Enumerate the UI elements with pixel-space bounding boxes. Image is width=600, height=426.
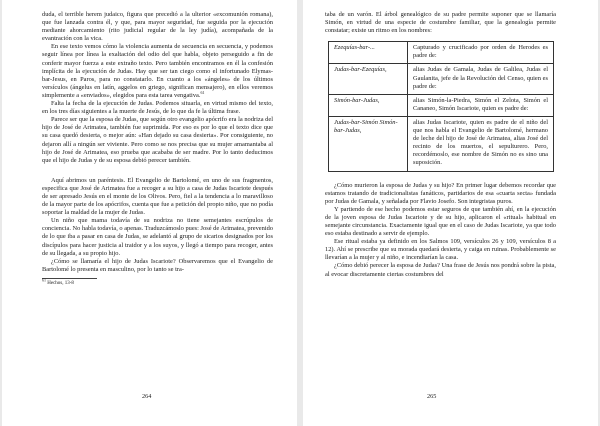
right-page-number: 265 — [427, 393, 437, 400]
genealogy-name: Judas-bar-Simón Simón-bar-Judas, — [329, 116, 408, 171]
genealogy-row — [329, 116, 554, 171]
left-paragraph-4: Parece ser que la esposa de Judas, que según otro evangelio apócrifo era la nodriza del hijo de José de Arimatea, también fue suprimida. Por eso es por lo que el texto dice que su casa quedó desierta, o mejor aún: «Han dejado su casa desierta». Por consiguiente, no dejaron allí a ningún ser viviente. Pero como se nos precisa que su mujer amamantaba al hijo de José de Arimatea, eso prueba que acababa de ser madre. Por lo tanto deducimos que el hijo de Judas y de su esposa debió perecer también. — [42, 116, 273, 164]
footnote-rule — [42, 278, 97, 279]
footnote — [42, 277, 273, 287]
genealogy-desc: alias Judas de Gamala, Judas de Galilea, Judas el Gaulanita, jefe de la Revolución del Censo, quien es padre de: — [408, 64, 554, 94]
left-paragraph-6: Un niño que mama todavía de su nodriza no tiene semejantes escrúpulos de conciencia. No habla todavía, o apenas. Traduzcámoslo pues: José de Arimatea, prevenido de lo que iba a pasar en casa de Judas, se adelantó al grupo de sicarios designados por los discípulos para hacer justicia al traidor y a los suyos, y llegó a tiempo para recoger, antes de su llegada, a su propio hijo. — [42, 217, 273, 257]
left-paragraph-7: ¿Cómo se llamaría el hijo de Judas Iscariote? Observaremos que el Evangelio de Bartolomé lo presenta en masculino, por lo tanto se tra- — [42, 257, 273, 273]
genealogy-row — [329, 64, 554, 94]
left-page — [2, 0, 297, 426]
genealogy-desc: alias Simón-la-Piedra, Simón el Zelota, Simón el Cananeo, Simón Iscariote, quien es padre de: — [408, 94, 554, 116]
genealogy-name: Judas-bar-Ezequías, — [329, 64, 408, 94]
left-paragraph-2 — [42, 43, 273, 100]
right-page — [303, 0, 598, 426]
right-paragraph-2: Y partiendo de ese hecho podemos estar seguros de que también ahí, en la ejecución de la joven esposa de Judas Iscariote y de su hijo, aplicaron el «ritual» habitual en semejante circunstancia. Exactamente igual que en el caso de Judas Iscariote, ya que todo eso estaba destinado a servir de ejemplo. — [325, 205, 556, 238]
footnote-text: Hechos, 13-8 — [47, 280, 74, 286]
genealogy-row — [329, 42, 554, 64]
genealogy-name: Ezequías-bar-... — [329, 42, 408, 64]
genealogy-table — [328, 41, 554, 171]
left-paragraph-2-text: En ese texto vemos cómo la violencia aumenta de secuencia en secuencia, y podemos seguir línea por línea la exaltación del odio del que habla, objeto perseguido a fin de conferir mayor fuerza a este extraño texto. Pero también encontramos en él la confesión implícita de la ejecución de Judas. Hay que ser tan ciego como el infortunado Elymas-bar-Jesus, en Paros, para no constatarlo. En cuanto a los «ángeles» de los últimos versículos (ángelus en latín, aggelos en griego, significan mensajero), en ellos veremos simplemente a «enviados», elegidos para esta tarea vengativa. — [42, 43, 273, 99]
genealogy-name: Simón-bar-Judas, — [329, 94, 408, 116]
genealogy-desc: alias Judas Iscariote, quien es padre de el niño del que nos habla el Evangelio de Bartolomé, hermano de leche del hijo de José de Arimatea, alias José del recinto de los muertos, el sepulturero. Pero, recordémoslo, ese nombre de Simón no es sino una suposición. — [408, 116, 554, 171]
right-intro: taba de un varón. El árbol genealógico de su padre permite suponer que se llamaría Simón, en virtud de una especie de costumbre familiar, que la genealogía permite constatar; existe un ritmo en los nombres: — [325, 11, 556, 35]
genealogy-desc: Capturado y crucificado por orden de Herodes es padre de: — [408, 42, 554, 64]
left-page-number: 264 — [142, 393, 152, 400]
left-paragraph-5: Aquí abrimos un paréntesis. El Evangelio de Bartolomé, en uno de sus fragmentos, especifica que José de Arimatea fue a recoger a su hijo a casa de Judas Iscariote después de ser apresado Jesús en el monte de los Olivos. Pero, fiel a la tendencia a lo maravilloso de la mayor parte de los apócrifos, cuenta que fue a petición del propio niño, que no podía soportar la maldad de la mujer de Judas. — [42, 176, 273, 217]
right-paragraph-4: ¿Cómo debió perecer la esposa de Judas? Una frase de Jesús nos pondrá sobre la pista, al evocar discretamente ciertas costumbres del — [325, 262, 556, 278]
left-paragraph-1: duda, el terrible herem judaico, figura que precedió a la ulterior «excomunión romana), que fue lanzada contra él, y que, para mayor seguridad, fue seguida por la ejecución mediante ahorcamiento (rito judicial regular de la ley judía), acompañada de la evantración con la vica. — [42, 11, 273, 43]
genealogy-row — [329, 94, 554, 116]
right-paragraph-1: ¿Cómo murieron la esposa de Judas y su hijo? En primer lugar debemos recordar que estamos tratando de tradicionalistas fanáticos, partidarios de esa «cuarta secta» fundada por Judas de Gamala, y señalada por Flavio Josefo. Son integristas puros. — [325, 181, 556, 205]
footnote-mark: 61 — [200, 89, 205, 95]
right-paragraph-3: Ese ritual estaba ya definido en los Salmos 109, versículos 26 y 109, versículos 8 a 12). Ahí se prescribe que su morada quedará desierta, y caiga en ruinas. Probablemente se llevarían a la mujer y al niño, e incendiarían la casa. — [325, 238, 556, 262]
left-paragraph-3: Falta la fecha de la ejecución de Judas. Podemos situarla, en virtud mismo del texto, en los tres días siguientes a la muerte de Jesús, de lo que da fe la última frase. — [42, 100, 273, 116]
footnote-number: 61 — [42, 277, 46, 283]
